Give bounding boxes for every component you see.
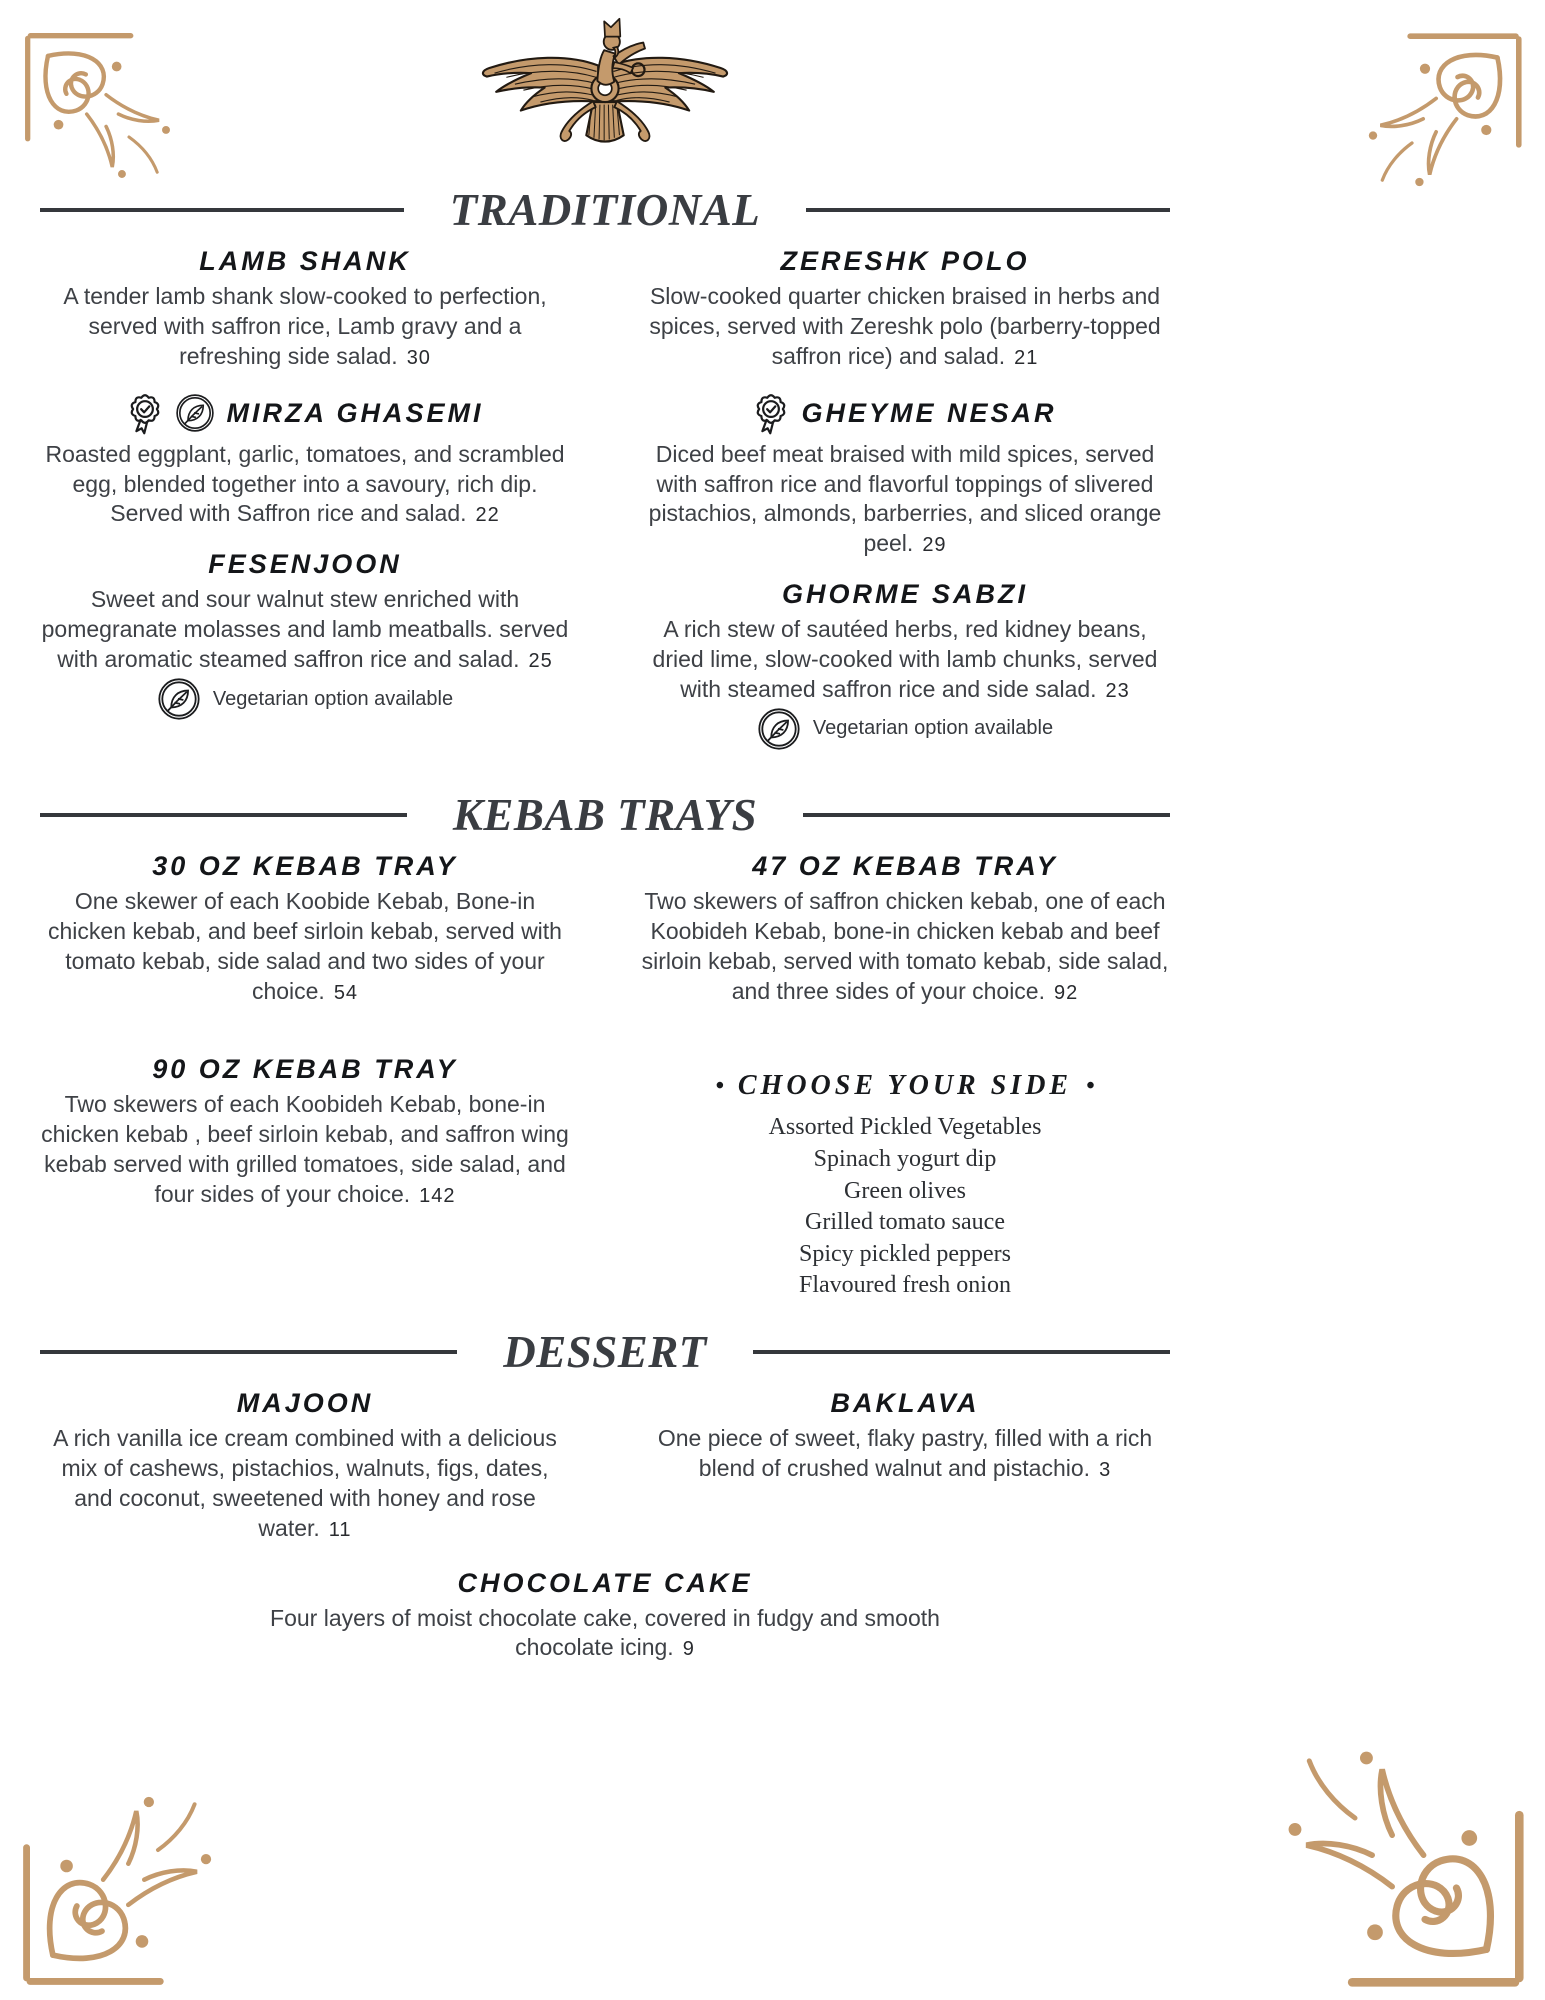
item-price: 11 — [328, 1518, 352, 1541]
item-description: Diced beef meat braised with mild spices, served with saffron rice and flavorful toppings of slivered pistachios, almonds, barberries, and sliced orange peel. 29 — [648, 440, 1162, 557]
award-rosette-icon — [753, 392, 789, 435]
section-heading-traditional — [40, 184, 1170, 236]
section-title: DESSERT — [503, 1327, 707, 1378]
heading-rule-left — [40, 208, 404, 212]
item-name: 30 OZ KEBAB TRAY — [152, 850, 458, 881]
leaf-in-circle-icon — [157, 677, 201, 721]
item-name: 90 OZ KEBAB TRAY — [152, 1054, 458, 1085]
side-option: Grilled tomato sauce — [805, 1209, 1005, 1236]
item-price: 54 — [333, 981, 359, 1004]
item-description: Sweet and sour walnut stew enriched with pomegranate molasses and lamb meatballs. served with aromatic steamed saffron rice and salad. 25 — [41, 586, 569, 673]
item-price: 25 — [528, 650, 553, 673]
item-price: 30 — [406, 346, 431, 369]
item-name: BAKLAVA — [830, 1388, 980, 1419]
kebab-columns — [40, 851, 1170, 1304]
vegetarian-note — [40, 677, 570, 721]
menu-item-chocolate-cake — [225, 1568, 985, 1664]
dessert-left-column — [40, 1388, 570, 1564]
item-price: 3 — [1099, 1458, 1112, 1481]
heading-rule-right — [753, 1350, 1170, 1354]
choose-your-side-block — [640, 1070, 1170, 1300]
heading-rule-right — [803, 813, 1170, 817]
item-description: A rich stew of sautéed herbs, red kidney beans, dried lime, slow-cooked with lamb chunks, served with steamed saffron rice and side salad. 23 — [652, 616, 1158, 703]
menu-item-fesenjoon — [40, 549, 570, 721]
item-description: Two skewers of each Koobideh Kebab, bone-in chicken kebab , beef sirloin kebab, and saffron wing kebab served with grilled tomatoes, side salad, and four sides of your choice. 142 — [41, 1091, 569, 1208]
vegetarian-note-text: Vegetarian option available — [212, 687, 454, 710]
menu-item-ghorme-sabzi — [640, 579, 1170, 751]
item-price: 29 — [922, 534, 947, 557]
item-name: LAMB SHANK — [199, 246, 411, 276]
award-rosette-icon — [127, 392, 163, 435]
item-name: MAJOON — [236, 1388, 374, 1419]
side-option: Spicy pickled peppers — [799, 1240, 1011, 1267]
leaf-in-circle-icon — [175, 393, 215, 433]
bullet-dot: • — [715, 1072, 724, 1099]
menu-item-30oz-kebab-tray — [40, 851, 570, 1007]
item-name: GHORME SABZI — [781, 579, 1028, 610]
heading-rule-left — [40, 1350, 457, 1354]
section-title: KEBAB TRAYS — [452, 789, 758, 840]
item-description: One piece of sweet, flaky pastry, filled with a rich blend of crushed walnut and pistachio. 3 — [657, 1425, 1153, 1481]
gold-corner-flourish-bottom-left-icon — [14, 1754, 254, 1994]
dessert-right-column — [640, 1388, 1170, 1564]
item-description: A rich vanilla ice cream combined with a delicious mix of cashews, pistachios, walnuts, figs, dates, and coconut, sweetened with honey and rose water. 11 — [53, 1425, 557, 1541]
bullet-dot: • — [1086, 1072, 1095, 1099]
leaf-in-circle-icon — [757, 707, 801, 751]
item-description: Four layers of moist chocolate cake, covered in fudgy and smooth chocolate icing. 9 — [270, 1604, 940, 1661]
heading-rule-right — [806, 208, 1170, 212]
gold-corner-flourish-top-right-icon — [1334, 26, 1529, 221]
item-price: 21 — [1014, 346, 1039, 369]
sides-list — [640, 1114, 1170, 1300]
traditional-right-column — [640, 246, 1170, 771]
item-description: Two skewers of saffron chicken kebab, one of each Koobideh Kebab, bone-in chicken kebab and beef sirloin kebab, served with tomato kebab, side salad, and three sides of your choice. 92 — [641, 887, 1169, 1004]
vegetarian-note — [640, 707, 1170, 751]
section-title: TRADITIONAL — [449, 185, 761, 235]
menu-page — [40, 0, 1170, 1663]
item-name: MIRZA GHASEMI — [226, 397, 484, 428]
menu-item-lamb-shank — [40, 246, 570, 372]
menu-item-90oz-kebab-tray — [40, 1054, 570, 1210]
item-price: 23 — [1105, 680, 1130, 703]
section-heading-kebab-trays — [40, 789, 1170, 841]
traditional-left-column — [40, 246, 570, 771]
item-price: 9 — [682, 1638, 695, 1661]
item-description: One skewer of each Koobide Kebab, Bone-in chicken kebab, and beef sirloin kebab, served with tomato kebab, side salad and two sides of your choice. 54 — [48, 887, 562, 1004]
item-price: 142 — [419, 1185, 456, 1208]
side-option: Spinach yogurt dip — [813, 1146, 997, 1173]
menu-item-47oz-kebab-tray — [640, 851, 1170, 1007]
menu-item-majoon — [40, 1388, 570, 1544]
traditional-columns — [40, 246, 1170, 771]
item-price: 92 — [1054, 981, 1079, 1004]
heading-rule-left — [40, 813, 407, 817]
item-name: GHEYME NESAR — [801, 397, 1057, 428]
item-description: A tender lamb shank slow-cooked to perfection, served with saffron rice, Lamb gravy and a refreshing side salad. 30 — [63, 283, 547, 369]
side-option: Green olives — [844, 1177, 966, 1204]
menu-item-gheyme-nesar — [640, 392, 1170, 560]
side-option: Assorted Pickled Vegetables — [768, 1114, 1042, 1141]
item-name: CHOCOLATE CAKE — [457, 1567, 753, 1598]
choose-your-side-title: • CHOOSE YOUR SIDE • — [715, 1070, 1095, 1102]
item-name: FESENJOON — [208, 549, 402, 580]
section-heading-dessert — [40, 1326, 1170, 1378]
vegetarian-note-text: Vegetarian option available — [812, 717, 1054, 740]
item-name: ZERESHK POLO — [780, 246, 1030, 276]
kebab-left-column — [40, 851, 570, 1304]
item-name: 47 OZ KEBAB TRAY — [752, 850, 1058, 881]
item-description: Roasted eggplant, garlic, tomatoes, and scrambled egg, blended together into a savoury, rich dip. Served with Saffron rice and salad. 22 — [45, 440, 565, 527]
menu-item-mirza-ghasemi — [40, 392, 570, 530]
faravahar-emblem-icon — [40, 6, 1170, 178]
side-option: Flavoured fresh onion — [799, 1272, 1011, 1299]
kebab-right-column — [640, 851, 1170, 1304]
gold-corner-flourish-bottom-right-icon — [1235, 1698, 1535, 1998]
item-price: 22 — [475, 504, 500, 527]
dessert-columns — [40, 1388, 1170, 1564]
item-description: Slow-cooked quarter chicken braised in herbs and spices, served with Zereshk polo (barberry-topped saffron rice) and salad. 21 — [649, 283, 1161, 369]
menu-item-zereshk-polo — [640, 246, 1170, 372]
menu-item-baklava — [640, 1388, 1170, 1484]
